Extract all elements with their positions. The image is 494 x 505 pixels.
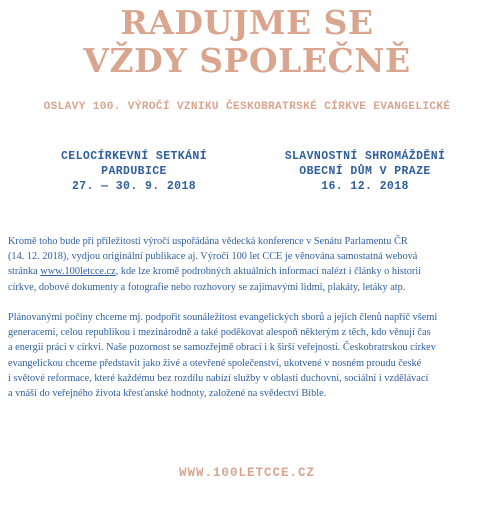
paragraph-line: evangelickou chceme představit jako živé a otevřené společenství, ukotvené v nosném proudu české	[8, 357, 422, 369]
paragraph-line: Kromě toho bude při příležitosti výročí uspořádána vědecká konference v Senátu Parlamentu ČR	[8, 236, 408, 247]
headline-line-1: RADUJME SE	[120, 3, 374, 42]
paragraph-text: stránka	[8, 266, 41, 278]
paragraph-line: církve, dobové dokumenty a fotografie nebo rozhovory se zajímavými lidmi, plakáty, letáky atp.	[8, 281, 406, 293]
headline-line-2: VŽDY SPOLEČNĚ	[83, 41, 411, 80]
event-title: CELOCÍRKEVNÍ SETKÁNÍ	[60, 150, 208, 163]
paragraph-line	[8, 264, 486, 279]
event-date: 16. 12. 2018	[321, 180, 409, 193]
paragraph-goals	[8, 310, 486, 401]
paragraph-line: (14. 12. 2018), vydjou originální publikace aj. Výročí 100 let CCE je věnována samostatná webová	[8, 251, 418, 263]
event-title: SLAVNOSTNÍ SHROMÁŽDĚNÍ	[284, 150, 446, 163]
event-location: OBECNÍ DŮM V PRAZE	[299, 165, 431, 178]
subtitle: OSLAVY 100. VÝROČÍ VZNIKU ČESKOBRATRSKÉ CÍRKVE EVANGELICKÉ	[43, 101, 451, 113]
event-prague	[250, 149, 480, 194]
event-pardubice	[19, 149, 249, 194]
paragraph-line: a vnáší do veřejného života křesťanské hodnoty, založené na svědectví Bible.	[8, 388, 327, 400]
paragraph-line: i světové reformace, které každému bez rozdílu nabízí služby v oblasti duchovní, sociální i vzdělávací	[8, 372, 429, 384]
paragraph-line: Plánovanými počiny chceme mj. podpořit sounáležitost evangelických sborů a jejich členů napříč všemi	[8, 312, 438, 323]
website-link[interactable]: www.100letcce.cz	[40, 266, 116, 278]
paragraph-conference	[8, 234, 486, 295]
event-location: PARDUBICE	[101, 165, 167, 178]
footer-website[interactable]: WWW.100LETCCE.CZ	[178, 466, 316, 480]
event-date: 27. — 30. 9. 2018	[71, 180, 197, 193]
paragraph-text: , kde lze kromě podrobných aktuálních informací nalézt i články o historii	[115, 266, 422, 278]
paragraph-line: a energii práci v církvi. Naše pozornost se samozřejmě obrací i k širší veřejnosti. Českobratrskou církev	[8, 342, 436, 354]
paragraph-line: generacemi, celou republikou i mezinárodně a také poděkovat alespoň některým z těch, kdo věnují čas	[8, 327, 431, 339]
